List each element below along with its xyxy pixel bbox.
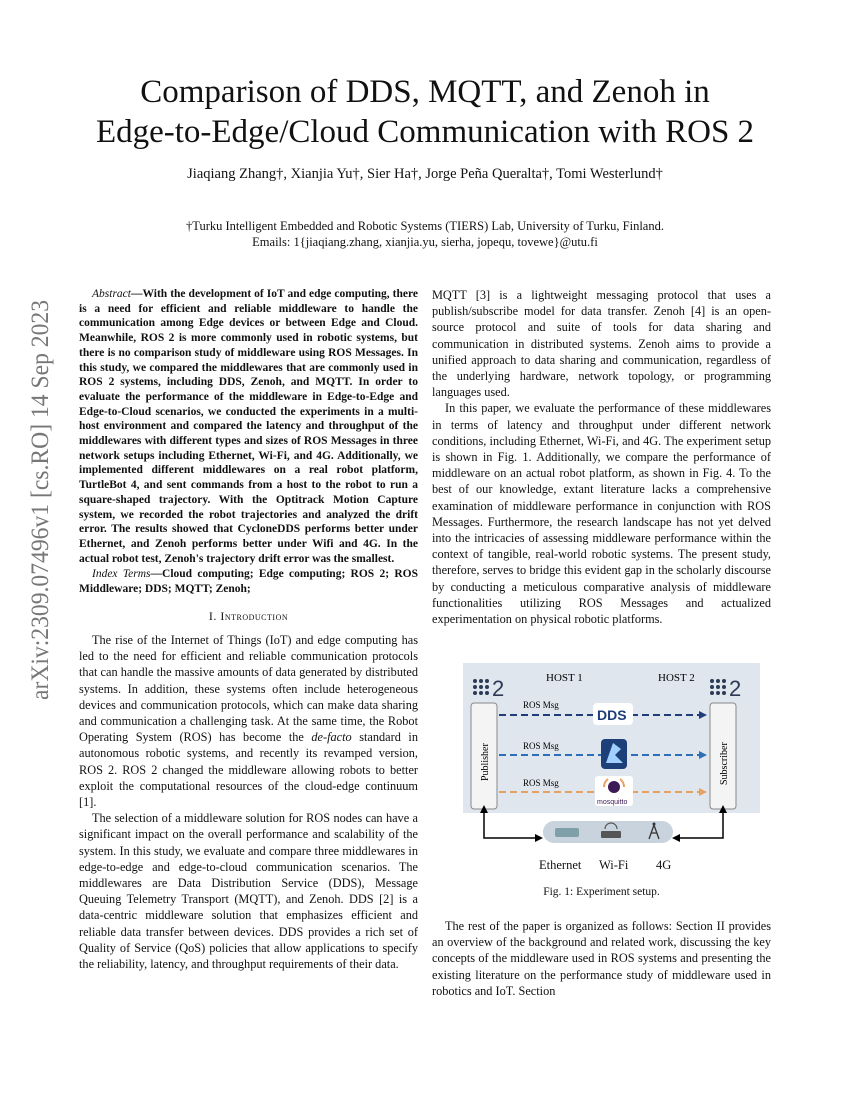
author-list: Jiaqiang Zhang†, Xianjia Yu†, Sier Ha†, Jorge Peña Queralta†, Tomi Westerlund†: [187, 166, 663, 182]
subscriber-label: Subscriber: [719, 742, 730, 785]
figure-1-experiment-setup: [463, 663, 760, 843]
host2-ros2-text: 2: [729, 676, 742, 701]
index-terms-text: —Cloud computing; Edge computing; ROS 2; ROS Middleware; DDS; MQTT; Zenoh;: [79, 568, 418, 596]
ethernet-switch-icon: [555, 828, 579, 837]
abstract-label: Abstract: [92, 288, 131, 300]
right-paragraph-3: The rest of the paper is organized as follows: Section II provides an overview of the background and related work, discussing the key concepts of the middleware used in ROS systems and presenting the existing literature on the performance study of middleware used in robotics and IoT. Section: [432, 919, 771, 998]
zenoh-dragon-icon: [601, 739, 627, 769]
figure-caption: Fig. 1: Experiment setup.: [543, 886, 660, 898]
network-labels: [463, 858, 760, 876]
mosquitto-icon: [595, 776, 633, 806]
label-ethernet: Ethernet: [539, 858, 582, 872]
host1-label: HOST 1: [546, 672, 583, 684]
dds-logo: DDS: [597, 707, 627, 723]
mosquitto-text: mosquitto: [597, 799, 628, 806]
right-paragraph-1: MQTT [3] is a lightweight messaging protocol that uses a publish/subscribe model for data transfer. Zenoh [4] is an open-source protocol and suite of tools for data sharing and communication in distributed systems. Zenoh aims to provide a unified approach to data sharing and communication, regardless of the underlying hardware, network topology, or programming languages used.: [432, 288, 771, 400]
emphasis-de-facto: de-facto: [311, 730, 352, 745]
left-network-connector: [484, 811, 537, 838]
affiliation: †Turku Intelligent Embedded and Robotic Systems (TIERS) Lab, University of Turku, Finland.: [186, 219, 664, 233]
intro-paragraph-1: The rise of the Internet of Things (IoT) and edge computing has led to the need for efficient and reliable communication protocols that can handle the massive amounts of data generated by distributed systems. In addition, these systems often include heterogeneous devices and communication protocols, which can make data sharing and communication a challenging task. At the same time, the Robot Operating System (ROS) has become the de-facto standard in autonomous robotic systems, and recently its revamped version, ROS 2. ROS 2 changed the middleware allowing robots to better exploit the computational resources of the cloud-edge continuum [1].: [79, 632, 418, 809]
msg-label-dds: ROS Msg: [523, 700, 559, 710]
right-paragraph-2: In this paper, we evaluate the performance of these middlewares in terms of latency and throughput under different network conditions, including Ethernet, Wi-Fi, and 4G. The experiment setup is shown in Fig. 1. Additionally, we compare the performance of middleware on an actual robot platform, as shown in Fig. 4. To the best of our knowledge, extant literature lacks a comprehensive examination of middleware performance in conjunction with ROS Messages. Furthermore, the research landscape has not yet delved into the intricacies of assessing middleware performance within the context of tangible, real-world robotic systems. The present study, therefore, serves to bridge this evident gap in the scholarly discourse by conducting a meticulous comparative analysis of middleware functionalities utilizing ROS Messages and actualized experimentation on physical robotic platforms.: [432, 401, 771, 627]
title-line-2: Edge-to-Edge/Cloud Communication with ROS 2: [95, 114, 755, 150]
host2-label: HOST 2: [658, 672, 695, 684]
publisher-label: Publisher: [480, 743, 491, 781]
right-column: [432, 287, 771, 627]
label-4g: 4G: [656, 858, 672, 872]
affiliation-block: [60, 218, 790, 250]
index-terms-label: Index Terms: [92, 568, 151, 581]
right-network-connector: [678, 811, 723, 838]
left-column: [79, 287, 418, 972]
title-line-1: Comparison of DDS, MQTT, and Zenoh in: [140, 74, 710, 110]
abstract: [79, 287, 418, 566]
emails: Emails: 1{jiaqiang.zhang, xianjia.yu, sierha, jopequ, tovewe}@utu.fi: [252, 235, 598, 249]
index-terms: [79, 567, 418, 596]
host1-ros2-text: 2: [492, 676, 505, 701]
label-wifi: Wi-Fi: [599, 858, 629, 872]
msg-label-mqtt: ROS Msg: [523, 778, 559, 788]
abstract-text: —With the development of IoT and edge computing, there is a need for efficient and reliable middleware to handle the communication among Edge devices or between Edge and Cloud. Meanwhile, ROS 2 is more commonly used in robotic systems, but there is no comparison study of middleware using ROS Messages. In this study, we compared the middlewares that are commonly used in ROS 2 systems, including DDS, Zenoh, and MQTT. In order to evaluate the performance of the middleware in Edge-to-Edge and Edge-to-Cloud scenarios, we conducted the experiments in a multi-host environment and compared the latency and throughput of the middlewares with different types and sizes of ROS Messages in three network setups including Ethernet, Wi-Fi, and 4G. Additionally, we implemented different middlewares on a real robot platform, TurtleBot 4, and sent commands from a host to the robot to run a square-shaped trajectory. With the Optitrack Motion Capture system, we recorded the robot trajectories and analyzed the drift error. The results showed that CycloneDDS performs better under Ethernet, and Zenoh performs better under Wifi and 4G. In the actual robot test, Zenoh's trajectory drift error was the smallest.: [79, 288, 418, 565]
paper-title: [60, 72, 790, 152]
section-heading-introduction: I. Introduction: [208, 608, 289, 623]
msg-label-zenoh: ROS Msg: [523, 741, 559, 751]
arxiv-identifier: [14, 300, 62, 700]
arxiv-id-text: arXiv:2309.07496v1 [cs.RO] 14 Sep 2023: [27, 300, 54, 700]
intro-paragraph-2: The selection of a middleware solution for ROS nodes can have a significant impact on the overall performance and scalability of the system. In this study, we evaluate and compare three middlewares in edge-to-edge and edge-to-cloud communication scenarios. The middlewares are Data Distribution Service (DDS), Message Queuing Telemetry Transport (MQTT), and Zenoh. DDS [2] is a data-centric middleware solution that emphasizes efficient and reliable data transfer between devices. DDS provides a rich set of Quality of Service (QoS) policies that allow applications to specify the reliability, latency, and throughput requirements of their data.: [79, 811, 418, 972]
